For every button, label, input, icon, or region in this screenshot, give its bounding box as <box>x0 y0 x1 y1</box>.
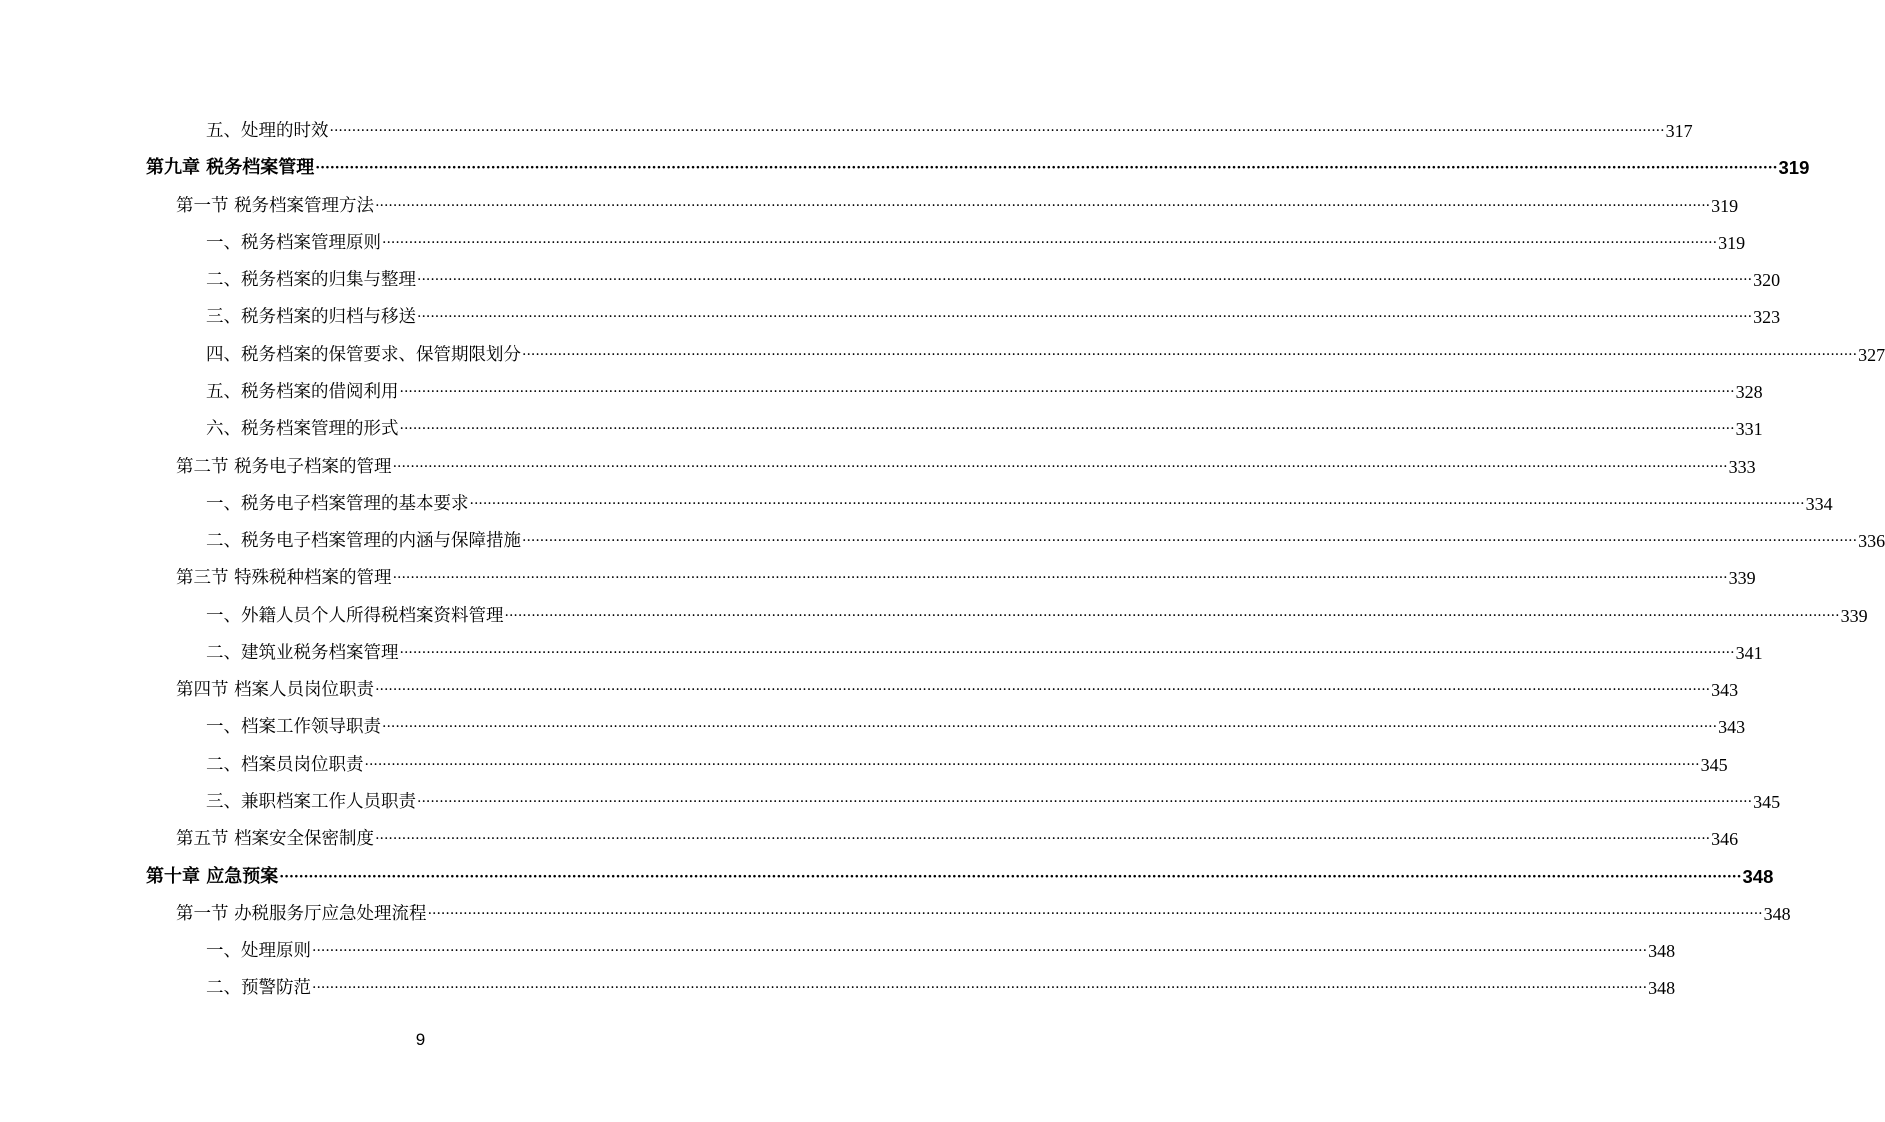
toc-entry[interactable] <box>206 265 1781 295</box>
dot-leader: ············································································································································································································································································································ <box>375 198 1711 214</box>
toc-entry[interactable] <box>206 712 1746 742</box>
toc-entry[interactable] <box>206 340 1885 370</box>
toc-entry-title: 第五节 档案安全保密制度 <box>176 829 375 849</box>
toc-entry-title: 六、税务档案管理的形式 <box>206 419 399 439</box>
toc-entry-title: 五、处理的时效 <box>206 121 329 141</box>
toc-entry-title: 一、税务电子档案管理的基本要求 <box>206 494 469 514</box>
toc-section-entry[interactable] <box>176 899 1791 929</box>
toc-entry-title: 一、税务档案管理原则 <box>206 233 381 253</box>
dot-leader: ············································································································································································································································································································ <box>279 869 1742 885</box>
toc-entry-title: 第九章 税务档案管理 <box>146 157 315 178</box>
toc-entry-title: 第二节 税务电子档案的管理 <box>176 457 392 477</box>
dot-leader: ············································································································································································································································································································ <box>522 347 1858 363</box>
page-number: 9 <box>415 1030 426 1049</box>
toc-chapter-entry[interactable] <box>146 862 1774 892</box>
toc-entry-page: 348 <box>1763 904 1791 924</box>
toc-entry-title: 第三节 特殊税种档案的管理 <box>176 568 392 588</box>
dot-leader: ············································································································································································································································································································ <box>399 421 1735 437</box>
toc-entry-title: 二、税务电子档案管理的内涵与保障措施 <box>206 531 521 551</box>
dot-leader: ············································································································································································································································································································ <box>364 757 1700 773</box>
dot-leader: ············································································································································································································································································································ <box>392 459 1728 475</box>
toc-entry[interactable] <box>206 638 1763 668</box>
toc-entry-page: 348 <box>1742 866 1774 887</box>
dot-leader: ············································································································································································································································································································ <box>375 831 1711 847</box>
toc-entry[interactable] <box>206 302 1781 332</box>
toc-section-entry[interactable] <box>176 191 1739 221</box>
toc-section-entry[interactable] <box>176 824 1739 854</box>
toc-entry-page: 333 <box>1728 457 1756 477</box>
toc-entry-page: 323 <box>1753 307 1781 327</box>
dot-leader: ············································································································································································································································································································ <box>392 570 1728 586</box>
toc-entry-title: 第一节 税务档案管理方法 <box>176 196 375 216</box>
toc-entry[interactable] <box>206 936 1676 966</box>
toc-entry-title: 一、处理原则 <box>206 941 311 961</box>
dot-leader: ············································································································································································································································································································ <box>375 682 1711 698</box>
toc-section-entry[interactable] <box>176 452 1756 482</box>
dot-leader: ············································································································································································································································································································ <box>312 943 1648 959</box>
toc-entry-page: 339 <box>1728 568 1756 588</box>
toc-entry-page: 328 <box>1735 382 1763 402</box>
toc-entry-title: 第一节 办税服务厅应急处理流程 <box>176 904 427 924</box>
dot-leader: ············································································································································································································································································································ <box>522 533 1858 549</box>
toc-entry[interactable] <box>206 787 1781 817</box>
toc-section-entry[interactable] <box>176 675 1739 705</box>
toc-entry-page: 334 <box>1805 494 1833 514</box>
toc-entry-page: 343 <box>1711 680 1739 700</box>
toc-entry[interactable] <box>206 116 1693 146</box>
toc-entry-title: 二、税务档案的归集与整理 <box>206 270 416 290</box>
toc-entry-page: 319 <box>1711 196 1739 216</box>
dot-leader: ············································································································································································································································································································ <box>312 980 1648 996</box>
toc-entry-page: 345 <box>1753 792 1781 812</box>
toc-entry[interactable] <box>206 526 1885 556</box>
toc-entry-page: 336 <box>1858 531 1885 551</box>
toc-entry-title: 二、预警防范 <box>206 978 311 998</box>
dot-leader: ············································································································································································································································································································ <box>382 719 1718 735</box>
toc-entry[interactable] <box>206 489 1833 519</box>
toc-entry-page: 319 <box>1778 157 1810 178</box>
dot-leader: ············································································································································································································································································································ <box>315 160 1778 176</box>
toc-entry-title: 一、外籍人员个人所得税档案资料管理 <box>206 606 504 626</box>
dot-leader: ············································································································································································································································································································ <box>399 384 1735 400</box>
toc-entry[interactable] <box>206 601 1868 631</box>
toc-entry-page: 331 <box>1735 419 1763 439</box>
toc-entry-title: 第十章 应急预案 <box>146 866 279 887</box>
toc-entry-page: 343 <box>1718 717 1746 737</box>
toc-section-entry[interactable] <box>176 563 1756 593</box>
toc-entry-page: 346 <box>1711 829 1739 849</box>
toc-entry-title: 三、兼职档案工作人员职责 <box>206 792 416 812</box>
toc-entry-title: 一、档案工作领导职责 <box>206 717 381 737</box>
toc-entry-title: 三、税务档案的归档与移送 <box>206 307 416 327</box>
dot-leader: ············································································································································································································································································································ <box>329 123 1665 139</box>
toc-entry-title: 第四节 档案人员岗位职责 <box>176 680 375 700</box>
toc-entry-page: 327 <box>1858 345 1885 365</box>
toc-entry[interactable] <box>206 377 1763 407</box>
toc-entry[interactable] <box>206 750 1728 780</box>
toc-entry-page: 348 <box>1648 978 1676 998</box>
toc-entry-title: 二、档案员岗位职责 <box>206 755 364 775</box>
dot-leader: ············································································································································································································································································································ <box>382 235 1718 251</box>
toc-entry-title: 四、税务档案的保管要求、保管期限划分 <box>206 345 521 365</box>
dot-leader: ············································································································································································································································································································ <box>417 272 1753 288</box>
toc-entry-page: 317 <box>1665 121 1693 141</box>
toc-entry-title: 五、税务档案的借阅利用 <box>206 382 399 402</box>
toc-entry-page: 319 <box>1718 233 1746 253</box>
toc-entry-page: 339 <box>1840 606 1868 626</box>
toc-chapter-entry[interactable] <box>146 153 1810 183</box>
toc-entry[interactable] <box>206 973 1676 1003</box>
toc-entry-page: 348 <box>1648 941 1676 961</box>
dot-leader: ············································································································································································································································································································ <box>399 645 1735 661</box>
toc-entry-title: 二、建筑业税务档案管理 <box>206 643 399 663</box>
dot-leader: ············································································································································································································································································································ <box>504 608 1840 624</box>
toc-entry[interactable] <box>206 228 1746 258</box>
dot-leader: ············································································································································································································································································································ <box>469 496 1805 512</box>
dot-leader: ············································································································································································································································································································ <box>427 906 1763 922</box>
toc-entry-page: 320 <box>1753 270 1781 290</box>
toc-entry-page: 341 <box>1735 643 1763 663</box>
toc-entry-page: 345 <box>1700 755 1728 775</box>
dot-leader: ············································································································································································································································································································ <box>417 794 1753 810</box>
toc-entry[interactable] <box>206 414 1763 444</box>
dot-leader: ············································································································································································································································································································ <box>417 309 1753 325</box>
